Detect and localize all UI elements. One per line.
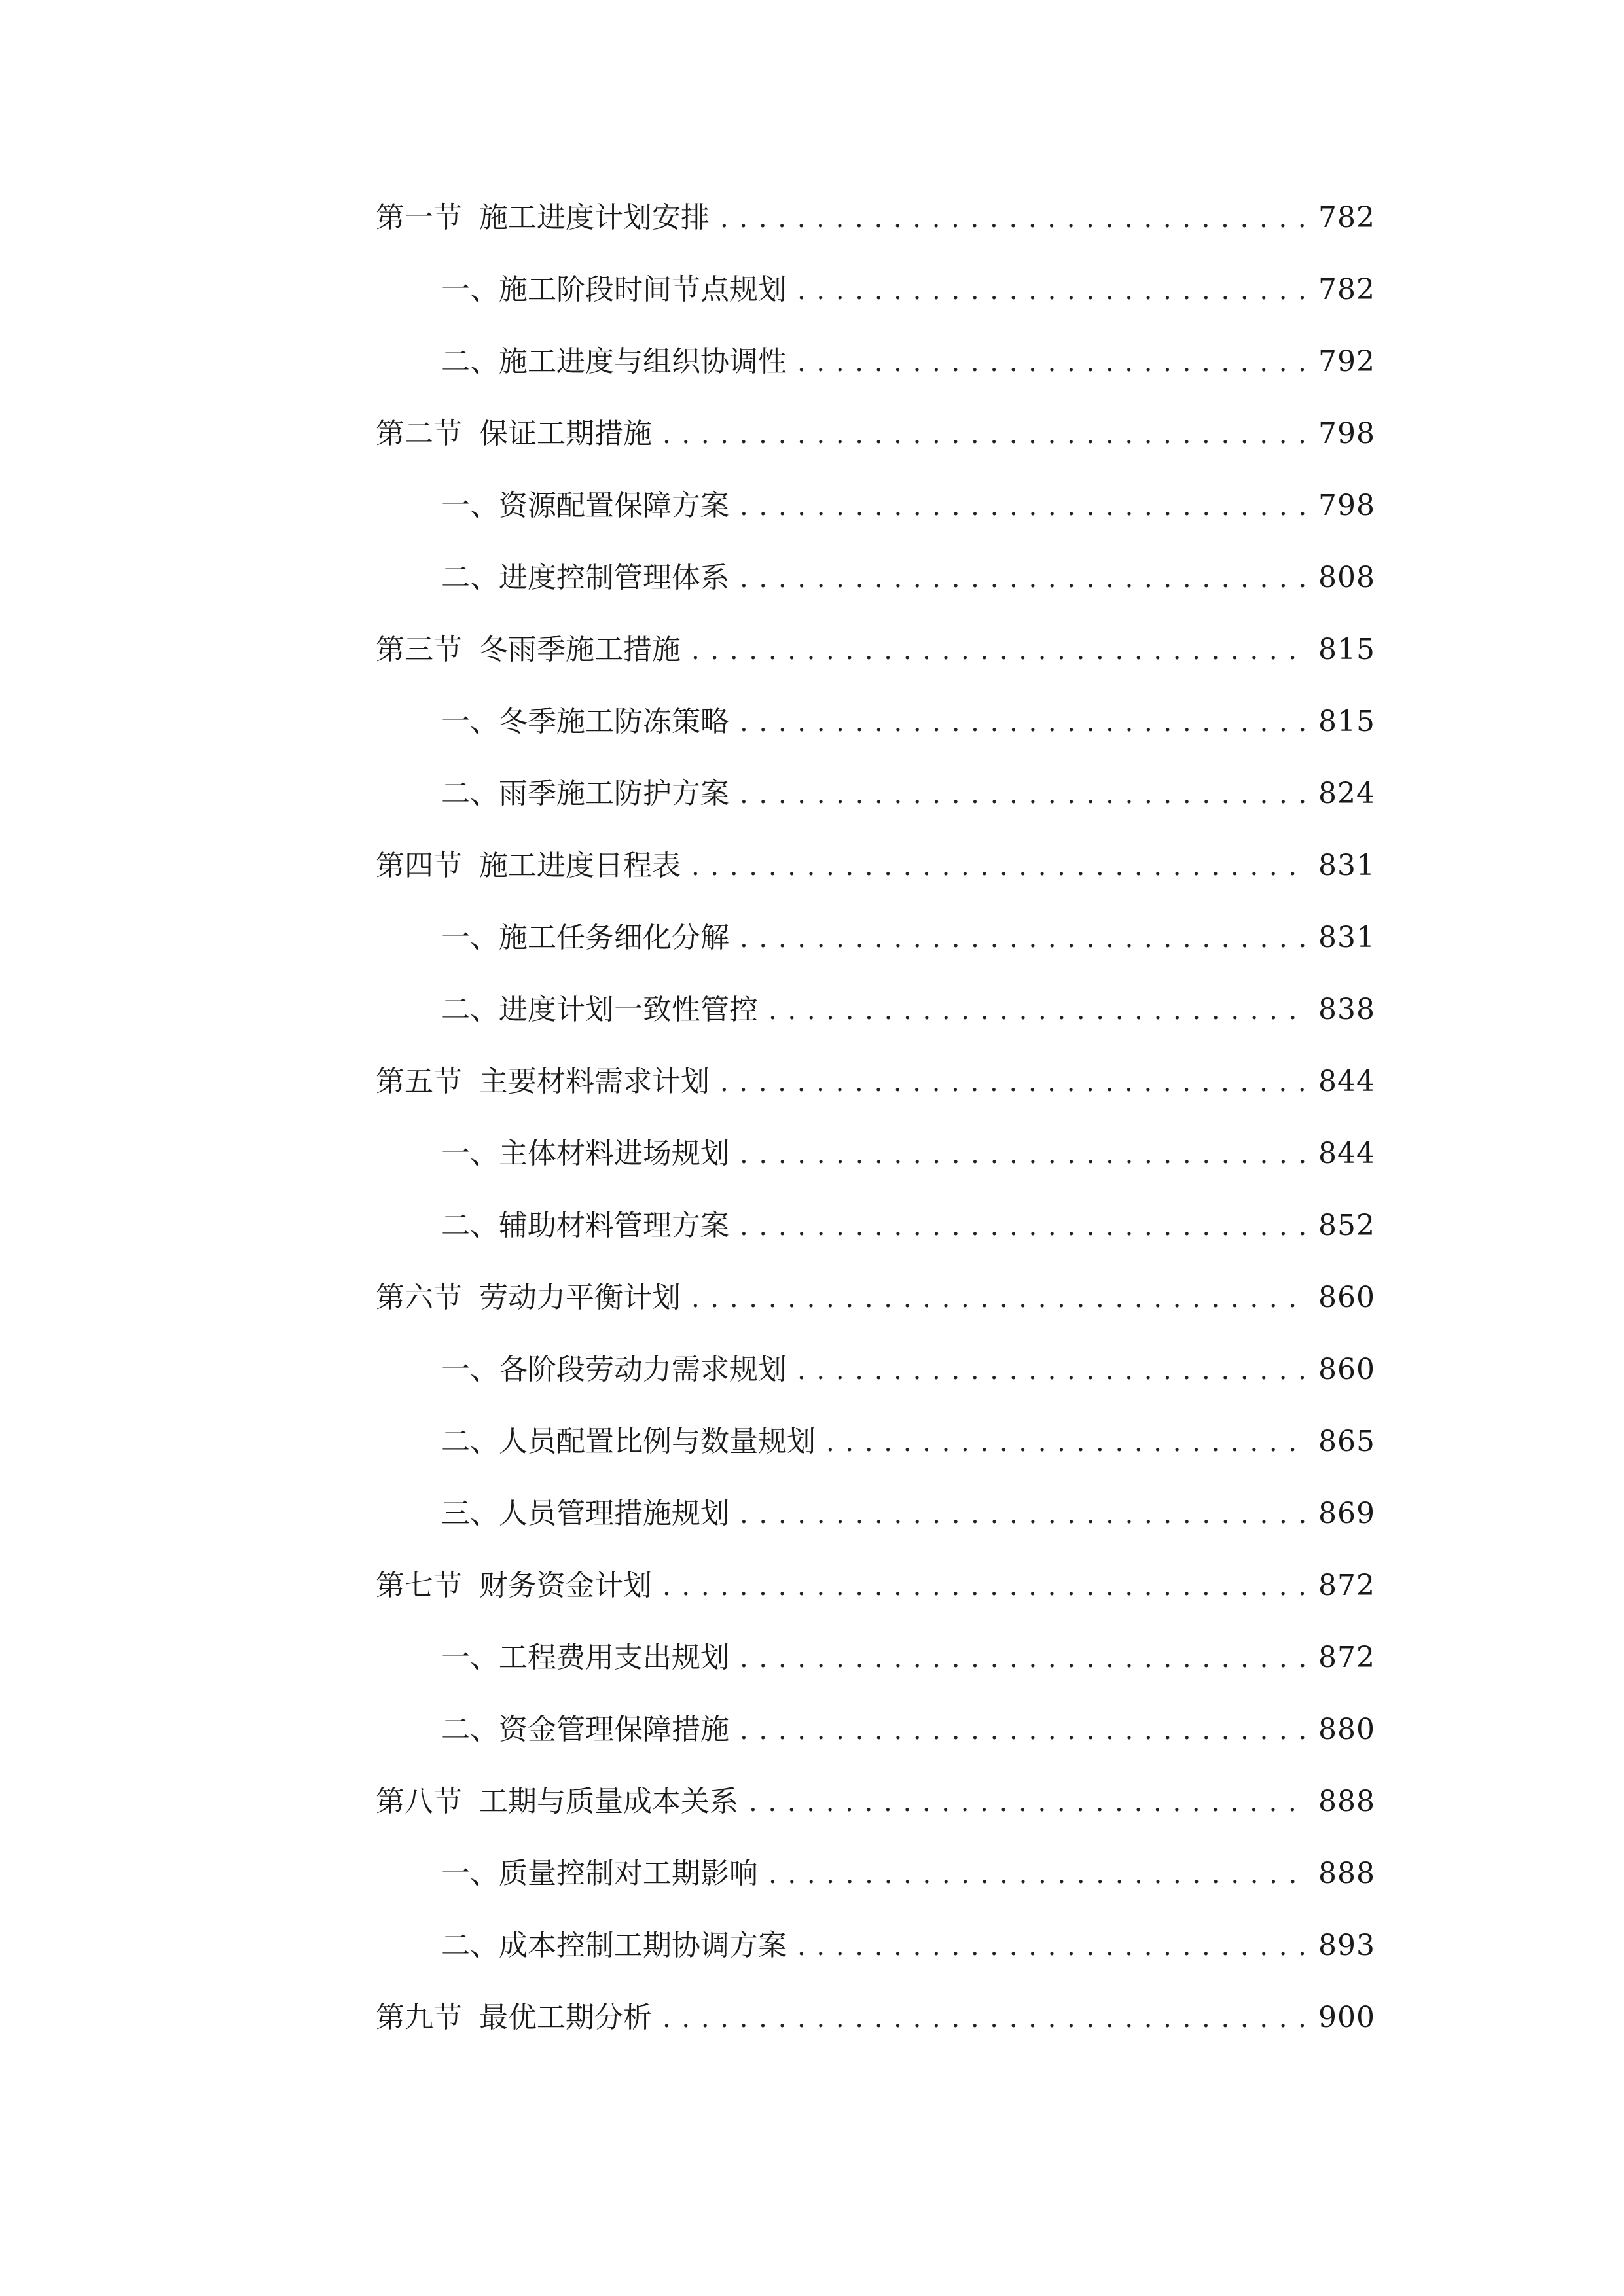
- toc-entry-number: 第四节: [376, 849, 462, 882]
- toc-section-entry[interactable]: [376, 1992, 1375, 2044]
- toc-dot-leader: [740, 696, 1309, 749]
- toc-entry-number: 第五节: [376, 1065, 462, 1098]
- toc-page-number: 844: [1318, 1137, 1375, 1170]
- toc-entry-title: 质量控制对工期影响: [499, 1857, 758, 1890]
- toc-page-number: 782: [1318, 201, 1375, 234]
- toc-entry-number: 一、: [441, 705, 499, 738]
- toc-dot-leader: [740, 552, 1309, 605]
- toc-entry-number: 一、: [441, 273, 499, 306]
- toc-dot-leader: [691, 1272, 1309, 1325]
- toc-entry-number: 第七节: [376, 1569, 462, 1602]
- toc-entry-title: 施工进度计划安排: [479, 201, 710, 234]
- toc-dot-leader: [797, 1920, 1309, 1973]
- toc-entry-title: 施工进度与组织协调性: [499, 345, 787, 378]
- toc-subsection-entry[interactable]: [441, 264, 1375, 316]
- toc-page-number: 880: [1318, 1713, 1375, 1746]
- toc-dot-leader: [826, 1416, 1309, 1469]
- toc-dot-leader: [662, 1992, 1309, 2045]
- toc-entry-number: 一、: [441, 921, 499, 954]
- toc-entry-title: 施工进度日程表: [479, 849, 681, 882]
- toc-section-entry[interactable]: [376, 192, 1375, 244]
- toc-dot-leader: [740, 480, 1309, 533]
- toc-subsection-entry[interactable]: [441, 768, 1375, 820]
- toc-page-number: 815: [1318, 705, 1375, 738]
- toc-page-number: 900: [1318, 2001, 1375, 2034]
- toc-page-number: 869: [1318, 1497, 1375, 1530]
- toc-entry-title: 资源配置保障方案: [499, 489, 729, 522]
- toc-section-entry[interactable]: [376, 1776, 1375, 1828]
- toc-subsection-entry[interactable]: [441, 336, 1375, 388]
- toc-dot-leader: [740, 1200, 1309, 1253]
- toc-entry-number: 第三节: [376, 633, 462, 666]
- toc-page-number: 798: [1318, 417, 1375, 450]
- toc-entry-title: 人员管理措施规划: [499, 1497, 729, 1530]
- toc-page-number: 792: [1318, 345, 1375, 378]
- toc-entry-number: 一、: [441, 1353, 499, 1386]
- toc-page-number: 865: [1318, 1425, 1375, 1458]
- toc-entry-title: 保证工期措施: [479, 417, 652, 450]
- toc-page-number: 831: [1318, 921, 1375, 954]
- toc-section-entry[interactable]: [376, 408, 1375, 460]
- toc-dot-leader: [797, 1344, 1309, 1397]
- toc-page-number: 824: [1318, 777, 1375, 810]
- toc-entry-title: 工期与质量成本关系: [479, 1785, 738, 1818]
- toc-entry-number: 二、: [441, 1929, 499, 1962]
- toc-entry-number: 第九节: [376, 2001, 462, 2034]
- toc-page-number: 872: [1318, 1569, 1375, 1602]
- toc-dot-leader: [740, 1128, 1309, 1181]
- toc-entry-number: 二、: [441, 1209, 499, 1242]
- toc-entry-title: 施工阶段时间节点规划: [499, 273, 787, 306]
- toc-subsection-entry[interactable]: [441, 696, 1375, 748]
- toc-page-number: 860: [1318, 1353, 1375, 1386]
- toc-entry-title: 进度控制管理体系: [499, 561, 729, 594]
- toc-dot-leader: [740, 1488, 1309, 1541]
- toc-dot-leader: [720, 192, 1309, 245]
- toc-section-entry[interactable]: [376, 624, 1375, 676]
- toc-entry-number: 一、: [441, 1641, 499, 1674]
- toc-subsection-entry[interactable]: [441, 1344, 1375, 1396]
- toc-subsection-entry[interactable]: [441, 1416, 1375, 1468]
- toc-entry-title: 劳动力平衡计划: [479, 1281, 681, 1314]
- toc-dot-leader: [797, 336, 1309, 389]
- toc-subsection-entry[interactable]: [441, 1488, 1375, 1540]
- toc-page-number: 808: [1318, 561, 1375, 594]
- toc-subsection-entry[interactable]: [441, 1128, 1375, 1180]
- toc-subsection-entry[interactable]: [441, 1200, 1375, 1252]
- toc-dot-leader: [720, 1056, 1309, 1109]
- toc-dot-leader: [740, 1704, 1309, 1757]
- toc-dot-leader: [740, 912, 1309, 965]
- toc-entry-number: 二、: [441, 345, 499, 378]
- toc-entry-title: 主体材料进场规划: [499, 1137, 729, 1170]
- toc-page-number: 852: [1318, 1209, 1375, 1242]
- toc-entry-title: 财务资金计划: [479, 1569, 652, 1602]
- toc-entry-number: 三、: [441, 1497, 499, 1530]
- toc-entry-number: 一、: [441, 1857, 499, 1890]
- toc-entry-number: 二、: [441, 1425, 499, 1458]
- toc-dot-leader: [662, 1560, 1309, 1613]
- toc-section-entry[interactable]: [376, 1560, 1375, 1612]
- toc-page-number: 838: [1318, 993, 1375, 1026]
- toc-dot-leader: [768, 1848, 1309, 1901]
- toc-subsection-entry[interactable]: [441, 1704, 1375, 1756]
- toc-entry-title: 人员配置比例与数量规划: [499, 1425, 816, 1458]
- toc-entry-title: 各阶段劳动力需求规划: [499, 1353, 787, 1386]
- toc-entry-number: 二、: [441, 561, 499, 594]
- toc-entry-title: 进度计划一致性管控: [499, 993, 758, 1026]
- toc-entry-number: 第一节: [376, 201, 462, 234]
- toc-subsection-entry[interactable]: [441, 480, 1375, 532]
- toc-page-number: 782: [1318, 273, 1375, 306]
- toc-dot-leader: [768, 984, 1309, 1037]
- toc-subsection-entry[interactable]: [441, 984, 1375, 1036]
- toc-entry-title: 辅助材料管理方案: [499, 1209, 729, 1242]
- toc-dot-leader: [740, 768, 1309, 821]
- toc-page-number: 798: [1318, 489, 1375, 522]
- toc-section-entry[interactable]: [376, 1272, 1375, 1324]
- toc-subsection-entry[interactable]: [441, 1848, 1375, 1900]
- toc-subsection-entry[interactable]: [441, 1920, 1375, 1972]
- toc-page-number: 872: [1318, 1641, 1375, 1674]
- toc-entry-title: 工程费用支出规划: [499, 1641, 729, 1674]
- toc-entry-number: 一、: [441, 1137, 499, 1170]
- toc-dot-leader: [691, 624, 1309, 677]
- toc-entry-number: 第六节: [376, 1281, 462, 1314]
- toc-entry-title: 最优工期分析: [479, 2001, 652, 2034]
- toc-entry-title: 成本控制工期协调方案: [499, 1929, 787, 1962]
- toc-entry-number: 二、: [441, 777, 499, 810]
- toc-page-number: 831: [1318, 849, 1375, 882]
- toc-dot-leader: [749, 1776, 1309, 1829]
- toc-entry-number: 二、: [441, 993, 499, 1026]
- toc-entry-title: 施工任务细化分解: [499, 921, 729, 954]
- toc-dot-leader: [797, 264, 1309, 317]
- toc-page-number: 888: [1318, 1857, 1375, 1890]
- toc-page-number: 893: [1318, 1929, 1375, 1962]
- toc-entry-number: 第二节: [376, 417, 462, 450]
- toc-section-entry[interactable]: [376, 1056, 1375, 1108]
- toc-entry-number: 一、: [441, 489, 499, 522]
- toc-subsection-entry[interactable]: [441, 552, 1375, 604]
- toc-entry-number: 第八节: [376, 1785, 462, 1818]
- toc-subsection-entry[interactable]: [441, 912, 1375, 964]
- toc-entry-title: 冬季施工防冻策略: [499, 705, 729, 738]
- toc-page-number: 888: [1318, 1785, 1375, 1818]
- toc-entry-title: 雨季施工防护方案: [499, 777, 729, 810]
- toc-dot-leader: [691, 840, 1309, 893]
- toc-entry-title: 冬雨季施工措施: [479, 633, 681, 666]
- toc-section-entry[interactable]: [376, 840, 1375, 892]
- toc-entry-title: 主要材料需求计划: [479, 1065, 710, 1098]
- toc-dot-leader: [740, 1632, 1309, 1685]
- toc-entry-number: 二、: [441, 1713, 499, 1746]
- toc-entry-title: 资金管理保障措施: [499, 1713, 729, 1746]
- toc-subsection-entry[interactable]: [441, 1632, 1375, 1684]
- toc-page-number: 844: [1318, 1065, 1375, 1098]
- toc-dot-leader: [662, 408, 1309, 461]
- toc-page-number: 815: [1318, 633, 1375, 666]
- toc-page-number: 860: [1318, 1281, 1375, 1314]
